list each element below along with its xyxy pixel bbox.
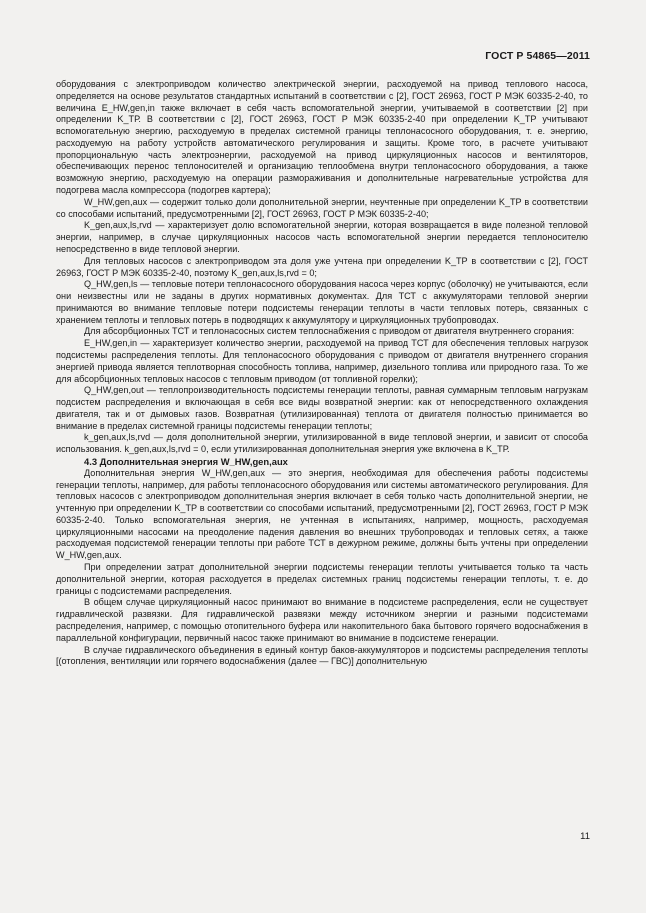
paragraph: При определении затрат дополнительной энергии подсистемы генерации теплоты учитывается только та часть дополнительной энергии, которая расходуется в пределах системных границ подсистемы генерации теплоты, т. е. до границы с подсистемами распределения. bbox=[56, 562, 588, 596]
paragraph: Для тепловых насосов с электроприводом эта доля уже учтена при определении K_ТР в соответствии с [2], ГОСТ 26963, ГОСТ Р МЭК 60335-2-40, поэтому K_gen,aux,ls,rvd = 0; bbox=[56, 255, 588, 278]
paragraph: Q_HW,gen,ls — тепловые потери теплонасосного оборудования насоса через корпус (оболочку) не учитываются, если они неизвестны или не заданы в других нормативных документах. Для ТСТ с аккумуляторами тепловой энергии принимаются во внимание тепловые потери подсистемы генерации теплоты в части тепловых потерь, связанных с хранением теплоты и тепловых потерь в подводящих к аккумулятору и циркуляционных трубопроводах. bbox=[56, 279, 588, 325]
paragraph: оборудования с электроприводом количество электрической энергии, расходуемой на привод теплового насоса, определяется на основе результатов стандартных испытаний в соответствии с [2], ГОСТ 26963, ГОСТ Р МЭК 60335-2-40, то величина E_HW,gen,in также включает в себя часть вспомогательной энергии, учитываемой в соответствии [2] при определении K_ТР. В соответствии с [2], ГОСТ 26963, ГОСТ Р МЭК 60335-2-40 при определении K_ТР учитывают вспомогательную энергию, расходуемую в пределах системной границы теплонасосного оборудования, т. е. энергию, расходуемую на работу устройств автоматического регулирования и защиты. Кроме того, в расчете учитывают пропорциональную часть электроэнергии, расходуемой на привод циркуляционных насосов и вентиляторов, обеспечивающих перенос теплоносителей и организацию теплообмена внутри теплонасосного оборудования, а также возможную энергию, расходуемую на операции размораживания и дополнительные нагревательные устройства для подогрева масла компрессора (подогрев картера); bbox=[56, 79, 588, 196]
paragraph: В общем случае циркуляционный насос принимают во внимание в подсистеме распределения, если не существует гидравлической развязки. Для гидравлической развязки между источником энергии и разными подсистемами распределения, например, с помощью отопительного буфера или накопительного бака бытового горячего водоснабжения в параллельной конфигурации, первичный насос также принимают во внимание в подсистеме генерации. bbox=[56, 597, 588, 643]
paragraph: Дополнительная энергия W_HW,gen,aux — это энергия, необходимая для обеспечения работы подсистемы генерации теплоты, например, для работы теплонасосного оборудования или системы автоматического регулирования. Для тепловых насосов с электроприводом дополнительная энергия включает в себя только часть дополнительной энергии, не учтенную при определении K_ТР в соответствии со способами испытаний, предусмотренными [2], ГОСТ 26963, ГОСТ Р МЭК 60335-2-40. Только вспомогательная энергия, не учтенная в испытаниях, например, мощность, расходуемая циркуляционными насосами на преодоление падения давления во внешних трубопроводах и тепловых сетях, а также расходуемая подсистемой генерации теплоты при работе ТСТ в дежурном режиме, должны быть учтены при определении W_HW,gen,aux. bbox=[56, 467, 588, 561]
page-number: 11 bbox=[580, 831, 590, 842]
paragraph: Для абсорбционных ТСТ и теплонасосных систем теплоснабжения с приводом от двигателя внутреннего сгорания: bbox=[84, 326, 575, 337]
paragraph: W_HW,gen,aux — содержит только доли дополнительной энергии, неучтенные при определении K_ТР в соответствии со способами испытаний, предусмотренными [2], ГОСТ 26963, ГОСТ Р МЭК 60335-2-40; bbox=[56, 196, 588, 219]
paragraph: Q_HW,gen,out — теплопроизводительность подсистемы генерации теплоты, равная суммарным тепловым нагрузкам подсистем распределения и включающая в себя все виды возвратной энергии: как от непосредственного охлаждения двигателя, так и от дымовых газов. Возвратная (утилизированная) теплота от двигателя полностью принимается во внимание в пределах системной границы подсистемы генерации теплоты; bbox=[56, 385, 588, 431]
standard-designation: ГОСТ Р 54865—2011 bbox=[485, 50, 590, 62]
paragraph: В случае гидравлического объединения в единый контур баков-аккумуляторов и подсистемы распределения теплоты [(отопления, вентиляции или горячего водоснабжения (далее — ГВС)] дополнительную bbox=[56, 644, 588, 667]
paragraph: K_gen,aux,ls,rvd — характеризует долю вспомогательной энергии, которая возвращается в виде полезной тепловой энергии, например, в случае циркуляционных насосов часть вспомогательной энергии передается теплоносителю непосредственно в виде тепловой энергии. bbox=[56, 220, 588, 254]
section-heading: 4.3 Дополнительная энергия W_HW,gen,aux bbox=[84, 456, 288, 467]
body-text bbox=[56, 79, 588, 668]
paragraph: k_gen,aux,ls,rvd — доля дополнительной энергии, утилизированной в виде тепловой энергии, и зависит от способа использования. k_gen,aux,ls,rvd = 0, если утилизированная дополнительная энергия уже включена в K_ТР. bbox=[56, 432, 588, 455]
paragraph: E_HW,gen,in — характеризует количество энергии, расходуемой на привод ТСТ для обеспечения тепловых нагрузок подсистемы распределения теплоты. Для теплонасосного оборудования с приводом от двигателя внутреннего сгорания энергией привода является теплотворная способность топлива, например, дизельного топлива или природного газа. То же для абсорбционных тепловых насосов с тепловым приводом (от топливной горелки); bbox=[56, 338, 588, 384]
